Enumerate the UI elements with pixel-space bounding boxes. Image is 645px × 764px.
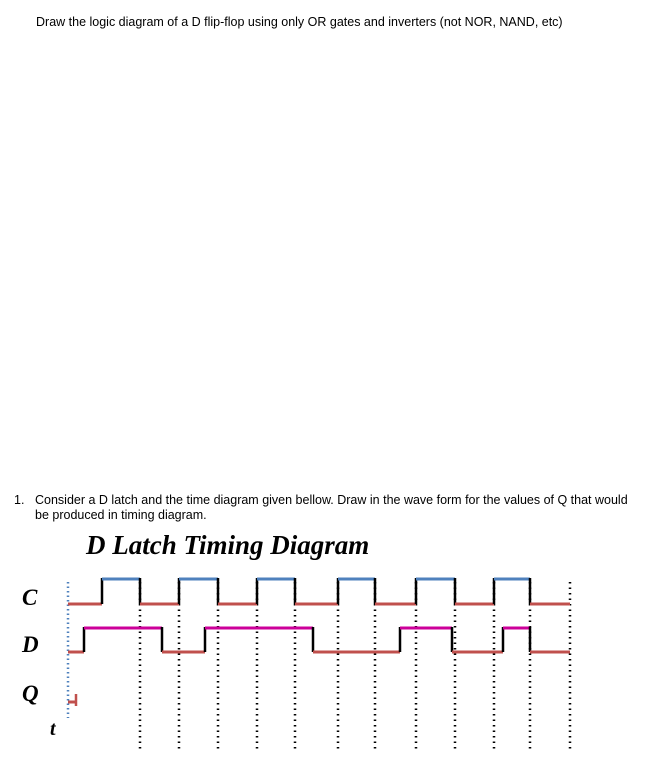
signal-label-c: C xyxy=(22,585,38,610)
signal-label-q: Q xyxy=(22,681,39,706)
signal-label-t: t xyxy=(50,718,56,740)
question-2-number: 1. xyxy=(14,493,25,507)
question-2 xyxy=(14,493,639,523)
question-2-text: Consider a D latch and the time diagram given bellow. Draw in the wave form for the values of Q that would be produced in timing diagram. xyxy=(35,493,628,522)
question-1-text: Draw the logic diagram of a D flip-flop using only OR gates and inverters (not NOR, NAND, etc) xyxy=(36,15,563,29)
diagram-title: D Latch Timing Diagram xyxy=(86,530,370,560)
timing-diagram xyxy=(0,560,645,760)
signal-label-d: D xyxy=(22,632,39,657)
